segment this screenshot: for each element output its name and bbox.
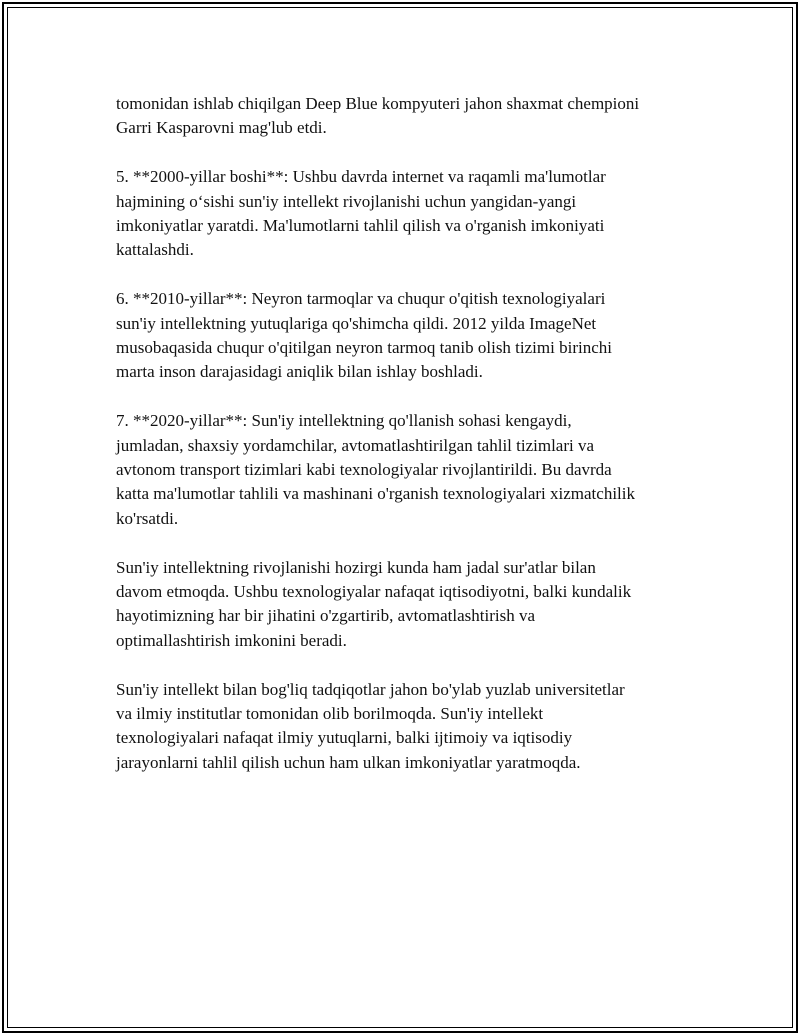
text-line: marta inson darajasidagi aniqlik bilan ishlay boshladi.: [116, 362, 483, 382]
text-line: optimallashtirish imkonini beradi.: [116, 630, 347, 650]
text-line: hayotimizning har bir jihatini o'zgartirib, avtomatlashtirish va: [116, 606, 535, 626]
text-line: tomonidan ishlab chiqilgan Deep Blue kompyuteri jahon shaxmat chempioni: [116, 94, 640, 113]
text-line: katta ma'lumotlar tahlili va mashinani o'rganish texnologiyalari xizmatchilik: [116, 484, 635, 504]
text-line: jarayonlarni tahlil qilish uchun ham ulkan imkoniyatlar yaratmoqda.: [116, 752, 581, 772]
paragraph-2010s: [116, 287, 706, 385]
text-line: imkoniyatlar yaratdi. Ma'lumotlarni tahlil qilish va o'rganish imkoniyati: [116, 216, 605, 236]
text-line: Garri Kasparovni mag'lub etdi.: [116, 118, 327, 138]
text-line: davom etmoqda. Ushbu texnologiyalar nafaqat iqtisodiyotni, balki kundalik: [116, 582, 632, 602]
document-body: [116, 92, 706, 800]
paragraph-current-development: [116, 556, 706, 654]
text-line: jumladan, shaxsiy yordamchilar, avtomatlashtirilgan tahlil tizimlari va: [116, 435, 595, 455]
text-line: Sun'iy intellektning rivojlanishi hozirgi kunda ham jadal sur'atlar bilan: [116, 557, 596, 577]
text-line: kattalashdi.: [116, 240, 194, 260]
text-line: 5. **2000-yillar boshi**: Ushbu davrda internet va raqamli ma'lumotlar: [116, 167, 606, 187]
text-line: va ilmiy institutlar tomonidan olib borilmoqda. Sun'iy intellekt: [116, 704, 544, 724]
text-line: 7. **2020-yillar**: Sun'iy intellektning qo'llanish sohasi kengaydi,: [116, 411, 572, 431]
paragraph-2020s: [116, 409, 706, 531]
paragraph-deep-blue: [116, 92, 706, 141]
paragraph-2000s: [116, 165, 706, 263]
text-line: musobaqasida chuqur o'qitilgan neyron tarmoq tanib olish tizimi birinchi: [116, 338, 612, 358]
text-line: sun'iy intellektning yutuqlariga qo'shimcha qildi. 2012 yilda ImageNet: [116, 313, 597, 333]
text-line: hajmining o‘sishi sun'iy intellekt rivojlanishi uchun yangidan-yangi: [116, 191, 577, 211]
text-line: texnologiyalari nafaqat ilmiy yutuqlarni, balki ijtimoiy va iqtisodiy: [116, 728, 573, 748]
paragraph-research: [116, 678, 706, 776]
text-line: ko'rsatdi.: [116, 508, 179, 528]
text-line: avtonom transport tizimlari kabi texnologiyalar rivojlantirildi. Bu davrda: [116, 460, 612, 480]
text-line: Sun'iy intellekt bilan bog'liq tadqiqotlar jahon bo'ylab yuzlab universitetlar: [116, 679, 625, 699]
text-line: 6. **2010-yillar**: Neyron tarmoqlar va chuqur o'qitish texnologiyalari: [116, 289, 606, 309]
